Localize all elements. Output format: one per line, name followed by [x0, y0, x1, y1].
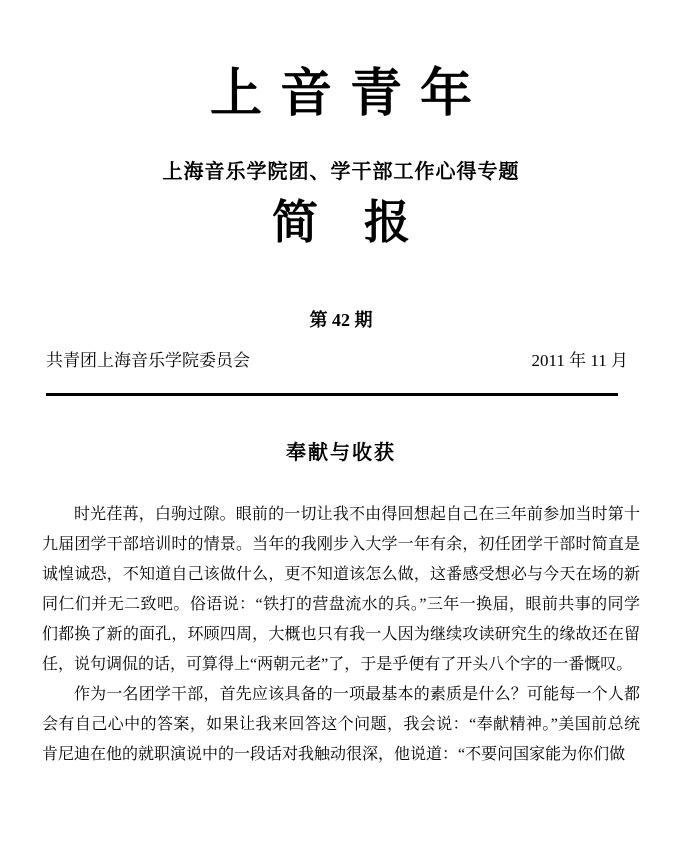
divider-line	[46, 393, 618, 396]
masthead-subtitle: 上海音乐学院团、学干部工作心得专题	[162, 161, 520, 183]
publisher-name: 共青团上海音乐学院委员会	[46, 351, 250, 370]
article-paragraph-2: 作为一名团学干部，首先应该具备的一项最基本的素质是什么？可能每一个人都会有自己心中的答案，如果让我来回答这个问题，我会说：“奉献精神。”美国前总统肯尼迪在他的就职演说中的一段话对我触动很深，他说道：“不要问国家能为你们做	[42, 686, 640, 763]
bulletin-title: 简 报	[272, 196, 410, 248]
publish-date: 2011 年 11 月	[531, 351, 628, 370]
article-paragraph-1: 时光荏苒，白驹过隙。眼前的一切让我不由得回想起自己在三年前参加当时第十九届团学干部培训时的情景。当年的我刚步入大学一年有余，初任团学干部时简直是诚惶诚恐，不知道自己该做什么，更不知道该怎么做，这番感受想必与今天在场的新同仁们并无二致吧。俗语说：“铁打的营盘流水的兵。”三年一换届，眼前共事的同学们都换了新的面孔，环顾四周，大概也只有我一人因为继续攻读研究生的缘故还在留任，说句调侃的话，可算得上“两朝元老”了，于是乎便有了开头八个字的一番慨叹。	[42, 506, 640, 673]
publication-info-row	[46, 346, 628, 371]
article-title: 奉献与收获	[286, 442, 396, 464]
article-body	[42, 500, 640, 770]
issue-number: 第 42 期	[309, 310, 373, 330]
masthead-title: 上音青年	[209, 66, 490, 123]
